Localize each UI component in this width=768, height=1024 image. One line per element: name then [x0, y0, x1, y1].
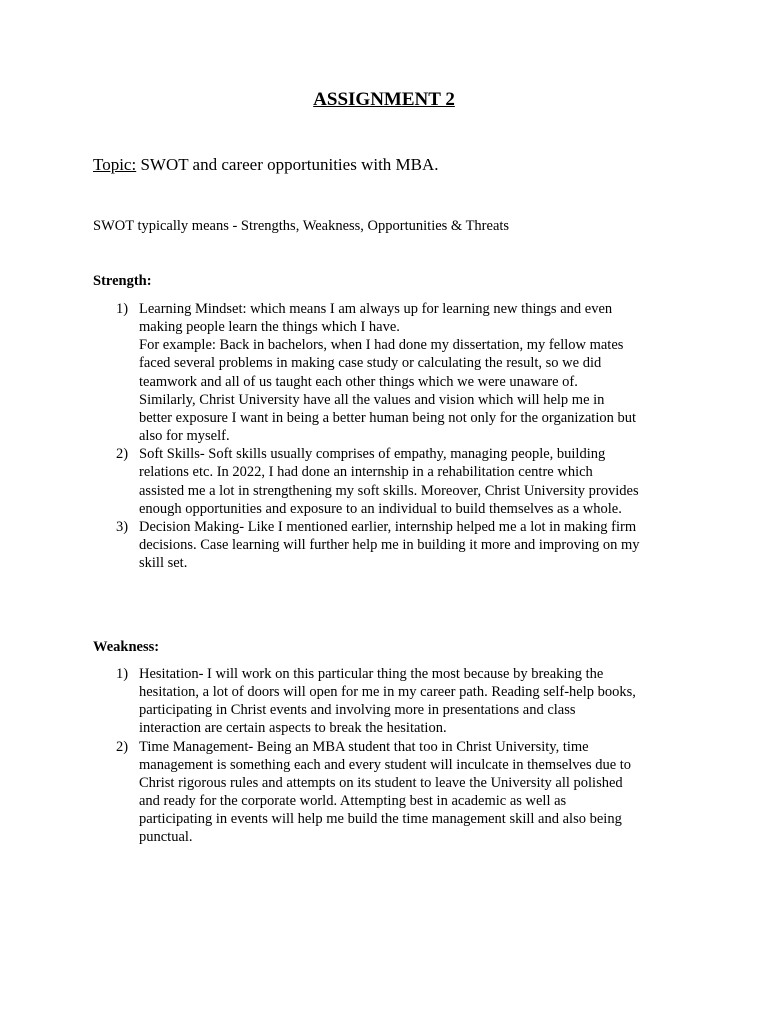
- list-line: participating in events will help me build the time management skill and also being: [139, 811, 622, 828]
- list-number: 2): [116, 446, 129, 463]
- list-line: Christ rigorous rules and attempts on its student to leave the University all polished: [139, 774, 623, 791]
- weakness-list: [116, 665, 676, 847]
- list-line: hesitation, a lot of doors will open for me in my career path. Reading self-help books,: [139, 684, 636, 701]
- list-item: [116, 300, 676, 445]
- list-line: Hesitation- I will work on this particular thing the most because by breaking the: [139, 666, 604, 682]
- swot-intro: SWOT typically means - Strengths, Weakness, Opportunities & Threats: [93, 218, 510, 234]
- list-line: management is something each and every student will inculcate in themselves due to: [139, 756, 632, 773]
- strength-heading: Strength:: [93, 273, 152, 289]
- list-line: punctual.: [139, 829, 193, 846]
- list-line: Decision Making- Like I mentioned earlier, internship helped me a lot in making firm: [139, 518, 637, 535]
- list-line: faced several problems in making case study or calculating the result, so we did: [139, 355, 602, 372]
- list-line: relations etc. In 2022, I had done an internship in a rehabilitation centre which: [139, 464, 593, 481]
- list-item: [116, 518, 676, 572]
- strength-list: [116, 300, 676, 572]
- list-line: interaction are certain aspects to break the hesitation.: [139, 720, 447, 737]
- list-line: and ready for the corporate world. Attempting best in academic as well as: [139, 793, 567, 810]
- list-line: making people learn the things which I have.: [139, 319, 400, 336]
- topic-line: [93, 154, 439, 176]
- weakness-heading: Weakness:: [93, 639, 160, 655]
- list-number: 3): [116, 518, 129, 535]
- list-number: 1): [116, 301, 129, 317]
- list-line: skill set.: [139, 555, 188, 572]
- list-item: [116, 445, 676, 518]
- topic-text: SWOT and career opportunities with MBA.: [140, 155, 439, 174]
- list-line: better exposure I want in being a better human being not only for the organization but: [139, 409, 637, 426]
- list-line: teamwork and all of us taught each other things which we were unaware of.: [139, 373, 578, 390]
- list-line: enough opportunities and exposure to an individual to build themselves as a whole.: [139, 500, 622, 517]
- list-line: Time Management- Being an MBA student that too in Christ University, time: [139, 738, 589, 755]
- list-line: participating in Christ events and involving more in presentations and class: [139, 702, 576, 719]
- list-number: 1): [116, 666, 129, 682]
- list-item: [116, 665, 676, 738]
- topic-label: Topic:: [93, 155, 137, 174]
- list-line: For example: Back in bachelors, when I had done my dissertation, my fellow mates: [139, 337, 624, 354]
- list-line: Soft Skills- Soft skills usually comprises of empathy, managing people, building: [139, 446, 606, 463]
- list-item: [116, 738, 676, 847]
- list-line: Learning Mindset: which means I am always up for learning new things and even: [139, 301, 613, 317]
- list-number: 2): [116, 738, 129, 755]
- list-line: decisions. Case learning will further help me in building it more and improving on my: [139, 537, 640, 554]
- list-line: also for myself.: [139, 428, 230, 445]
- document-title: ASSIGNMENT 2: [313, 89, 455, 110]
- list-line: assisted me a lot in strengthening my soft skills. Moreover, Christ University provides: [139, 482, 639, 499]
- list-line: Similarly, Christ University have all the values and vision which will help me in: [139, 391, 605, 408]
